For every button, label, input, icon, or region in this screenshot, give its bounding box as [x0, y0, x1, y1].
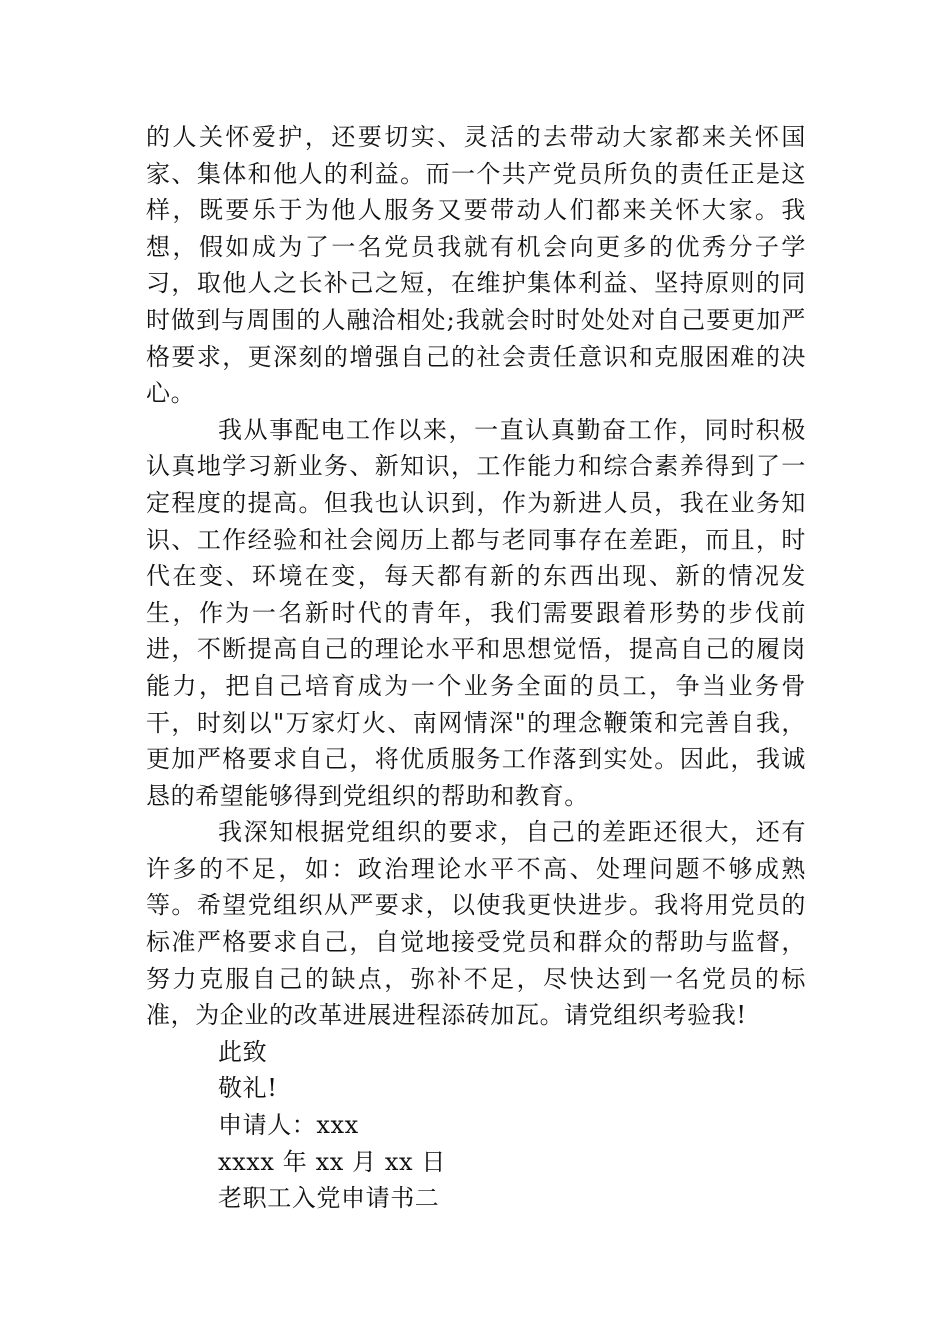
applicant-signature: 申请人：xxx [218, 1111, 359, 1140]
document-body [146, 119, 806, 1217]
paragraph-2: 我从事配电工作以来，一直认真勤奋工作，同时积极认真地学习新业务、新知识，工作能力和综合素养得到了一定程度的提高。但我也认识到，作为新进人员，我在业务知识、工作经验和社会阅历上都与老同事存在差距，而且，时代在变、环境在变，每天都有新的东西出现、新的情况发生，作为一名新时代的青年，我们需要跟着形势的步伐前进，不断提高自己的理论水平和思想觉悟，提高自己的履岗能力，把自己培育成为一个业务全面的员工，争当业务骨干，时刻以"万家灯火、南网情深"的理念鞭策和完善自我，更加严格要求自己，将优质服务工作落到实处。因此，我诚恳的希望能够得到党组织的帮助和教育。 [146, 415, 806, 810]
next-section-title: 老职工入党申请书二 [218, 1184, 440, 1213]
paragraph-1: 的人关怀爱护，还要切实、灵活的去带动大家都来关怀国家、集体和他人的利益。而一个共产党员所负的责任正是这样，既要乐于为他人服务又要带动人们都来关怀大家。我想，假如成为了一名党员我就有机会向更多的优秀分子学习，取他人之长补己之短，在维护集体利益、坚持原则的同时做到与周围的人融洽相处;我就会时时处处对自己要更加严格要求，更深刻的增强自己的社会责任意识和克服困难的决心。 [146, 123, 806, 408]
application-date: xxxx 年 xx 月 xx 日 [218, 1147, 447, 1176]
closing-salutation: 此致 [218, 1037, 268, 1066]
closing-respect: 敬礼! [218, 1074, 278, 1103]
paragraph-3: 我深知根据党组织的要求，自己的差距还很大，还有许多的不足，如：政治理论水平不高、处理问题不够成熟等。希望党组织从严要求，以使我更快进步。我将用党员的标准严格要求自己，自觉地接受党员和群众的帮助与监督，努力克服自己的缺点，弥补不足，尽快达到一名党员的标准，为企业的改革进展进程添砖加瓦。请党组织考验我! [146, 818, 806, 1030]
